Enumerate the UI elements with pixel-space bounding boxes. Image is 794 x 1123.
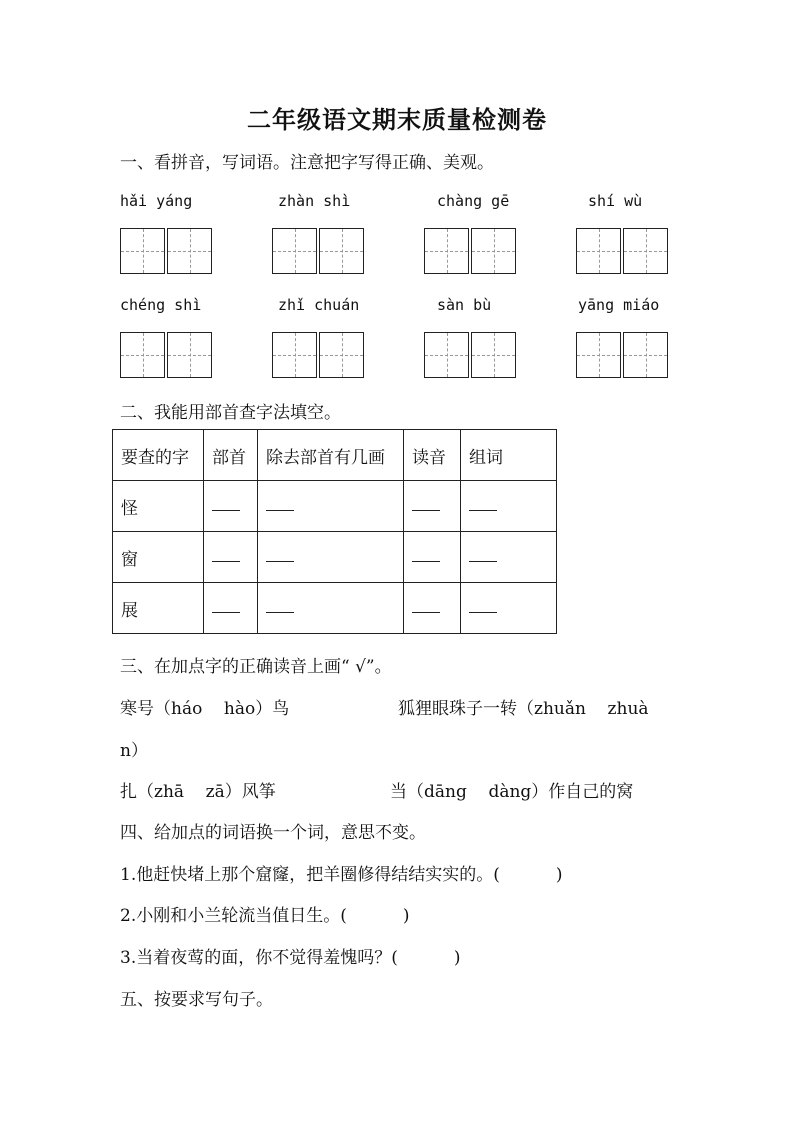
strokes-blank[interactable] (258, 481, 404, 532)
pinyin-1-2: zhàn shì (278, 192, 351, 210)
table-row (113, 583, 557, 634)
strokes-blank[interactable] (258, 583, 404, 634)
header-radical: 部首 (204, 430, 258, 481)
writing-grid-1-2[interactable] (272, 228, 364, 274)
strokes-blank[interactable] (258, 532, 404, 583)
section2-heading: 二、我能用部首查字法填空。 (120, 403, 341, 423)
table-row (113, 481, 557, 532)
pinyin-2-3: sàn bù (437, 296, 492, 314)
writing-grid-2-3[interactable] (424, 332, 516, 378)
reading-item-3: 扎（zhā zā）风筝 (120, 782, 276, 802)
pinyin-1-3: chàng gē (437, 192, 510, 210)
pinyin-2-4: yāng miáo (578, 296, 660, 314)
pinyin-1-1: hǎi yáng (120, 192, 193, 210)
header-char: 要查的字 (113, 430, 204, 481)
reading-blank[interactable] (404, 481, 461, 532)
writing-grid-1-1[interactable] (120, 228, 212, 274)
reading-item-2-wrap: n） (120, 741, 148, 761)
writing-grid-1-3[interactable] (424, 228, 516, 274)
section3-heading: 三、在加点字的正确读音上画“ √”。 (120, 657, 392, 677)
words-blank[interactable] (461, 532, 557, 583)
words-blank[interactable] (461, 583, 557, 634)
section1-heading: 一、看拼音，写词语。注意把字写得正确、美观。 (120, 153, 494, 173)
synonym-item-1: 1.他赶快堵上那个窟窿，把羊圈修得结结实实的。( ) (120, 865, 563, 885)
pinyin-2-2: zhǐ chuán (278, 296, 360, 314)
char-cell: 展 (113, 583, 204, 634)
table-row (113, 532, 557, 583)
synonym-item-2: 2.小刚和小兰轮流当值日生。( ) (120, 906, 410, 926)
table-header-row (113, 430, 557, 481)
header-reading: 读音 (404, 430, 461, 481)
header-strokes: 除去部首有几画 (258, 430, 404, 481)
writing-grid-2-2[interactable] (272, 332, 364, 378)
reading-item-1: 寒号（háo hào）鸟 (120, 699, 290, 719)
reading-item-4: 当（dāng dàng）作自己的窝 (390, 782, 634, 802)
writing-grid-2-4[interactable] (576, 332, 668, 378)
radical-blank[interactable] (204, 532, 258, 583)
writing-grid-2-1[interactable] (120, 332, 212, 378)
section5-heading: 五、按要求写句子。 (120, 990, 273, 1010)
radical-table (112, 429, 557, 634)
synonym-item-3: 3.当着夜莺的面，你不觉得羞愧吗？( ) (120, 948, 461, 968)
reading-item-2: 狐狸眼珠子一转（zhuǎn zhuà (398, 699, 649, 719)
reading-blank[interactable] (404, 583, 461, 634)
header-words: 组词 (461, 430, 557, 481)
radical-blank[interactable] (204, 583, 258, 634)
words-blank[interactable] (461, 481, 557, 532)
pinyin-1-4: shí wù (588, 192, 643, 210)
pinyin-2-1: chéng shì (120, 296, 202, 314)
reading-blank[interactable] (404, 532, 461, 583)
radical-blank[interactable] (204, 481, 258, 532)
char-cell: 窗 (113, 532, 204, 583)
page-title: 二年级语文期末质量检测卷 (247, 105, 547, 134)
writing-grid-1-4[interactable] (576, 228, 668, 274)
section4-heading: 四、给加点的词语换一个词，意思不变。 (120, 823, 426, 843)
char-cell: 怪 (113, 481, 204, 532)
